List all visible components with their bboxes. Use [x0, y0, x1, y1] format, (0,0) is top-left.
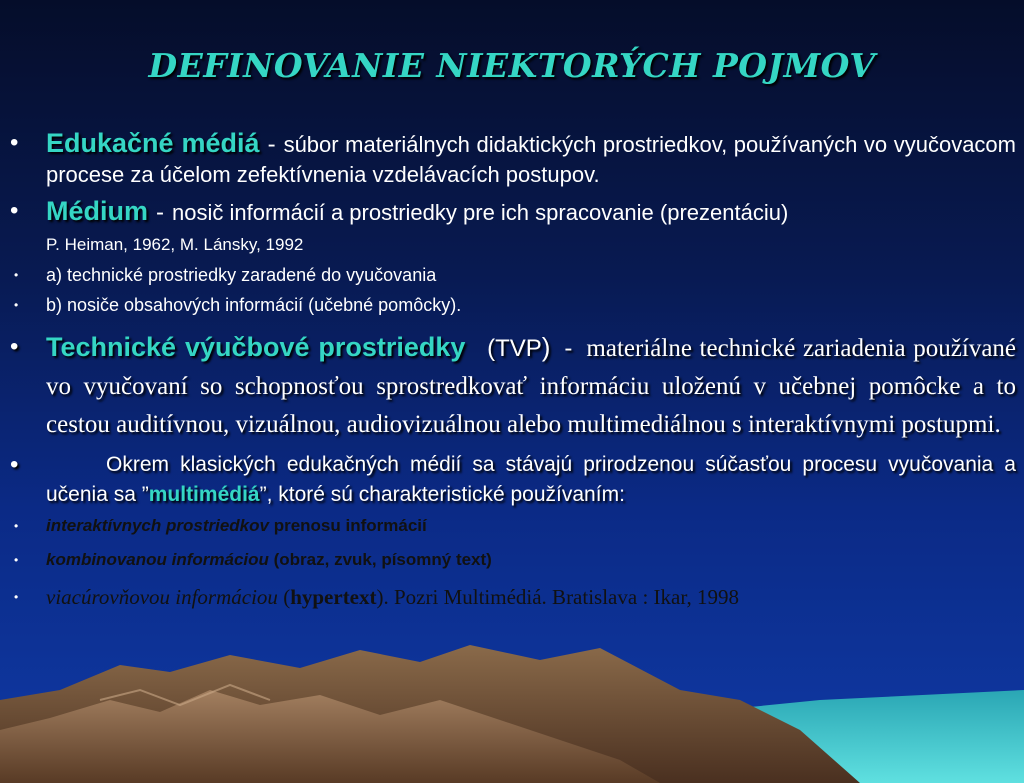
bullet-dot: • — [14, 268, 19, 282]
term-edukacne-media: Edukačné médiá — [46, 128, 260, 158]
tvp-abbreviation: (TVP — [487, 335, 542, 362]
term-medium: Médium — [46, 196, 149, 226]
item-text: (obraz, zvuk, písomný text) — [268, 550, 492, 569]
bullet-technicke-prostriedky — [10, 260, 1016, 290]
bullet-nosice-informacii — [10, 290, 1016, 320]
bullet-dot: • — [14, 298, 19, 312]
bullet-dot: • — [10, 197, 19, 224]
item-italic: viacúrovňovou informáciou — [46, 585, 278, 609]
item-text: a) technické prostriedky zaradené do vyučovania — [46, 265, 437, 285]
slide-title: DEFINOVANIE NIEKTORÝCH POJMOV — [148, 46, 876, 85]
item-text: Okrem klasických edukačných médií sa stávajú prirodzenou súčasťou procesu vyučovania a učenia sa ” — [46, 453, 1016, 506]
item-text-end: ”, ktoré sú charakteristické používaním: — [259, 483, 625, 506]
item-text: b) nosiče obsahových informácií (učebné pomôcky). — [46, 295, 462, 315]
definition-text: súbor materiálnych didaktických prostriedkov, používaných vo vyučovacom procese za účelom zefektívnenia vzdelávacích postupov. — [46, 132, 1016, 187]
term-dash: - — [267, 131, 276, 158]
bullet-tvp — [10, 328, 1016, 444]
definition-text: materiálne technické zariadenia používané vo vyučovaní so schopnosťou sprostredkovať informáciu uloženú v učebnej pomôcke a to cestou auditívnou, vizuálnou, audiovizuálnou alebo multimediálnou s interaktívnymi postupmi. — [46, 335, 1017, 438]
bullet-interaktivne — [10, 510, 1016, 542]
item-text: prenosu informácií — [268, 516, 427, 535]
citation: P. Heiman, 1962, M. Lánsky, 1992 — [46, 235, 304, 254]
item-italic: interaktívnych prostriedkov — [46, 516, 269, 535]
item-italic: kombinovanou informáciou — [46, 550, 269, 569]
bullet-kombinovana — [10, 542, 1016, 578]
bullet-edukacne-media — [10, 128, 1016, 190]
bullet-dot: • — [10, 129, 19, 156]
bullet-dot: • — [14, 553, 19, 567]
term-tvp: Technické výučbové prostriedky — [46, 332, 466, 362]
item-text: ). Pozri Multimédiá. Bratislava : Ikar, 1998 — [376, 585, 739, 609]
definition-text: nosič informácií a prostriedky pre ich spracovanie (prezentáciu) — [172, 200, 789, 225]
term-dash: - — [156, 199, 165, 226]
multimedia-highlight: multimédiá — [148, 483, 260, 506]
bullet-dot: • — [10, 333, 19, 360]
bullet-dot: • — [14, 590, 19, 604]
bullet-multimedia — [10, 450, 1016, 510]
item-open-paren: ( — [277, 585, 291, 609]
tvp-paren: ) — [541, 332, 551, 362]
bullet-viacurovnova — [10, 578, 1016, 616]
term-dash: - — [564, 335, 573, 362]
slide-content — [10, 128, 1016, 616]
bullet-medium — [10, 196, 1016, 260]
bullet-dot: • — [14, 519, 19, 533]
bullet-dot: • — [10, 451, 19, 478]
hypertext-word: hypertext — [290, 585, 377, 609]
